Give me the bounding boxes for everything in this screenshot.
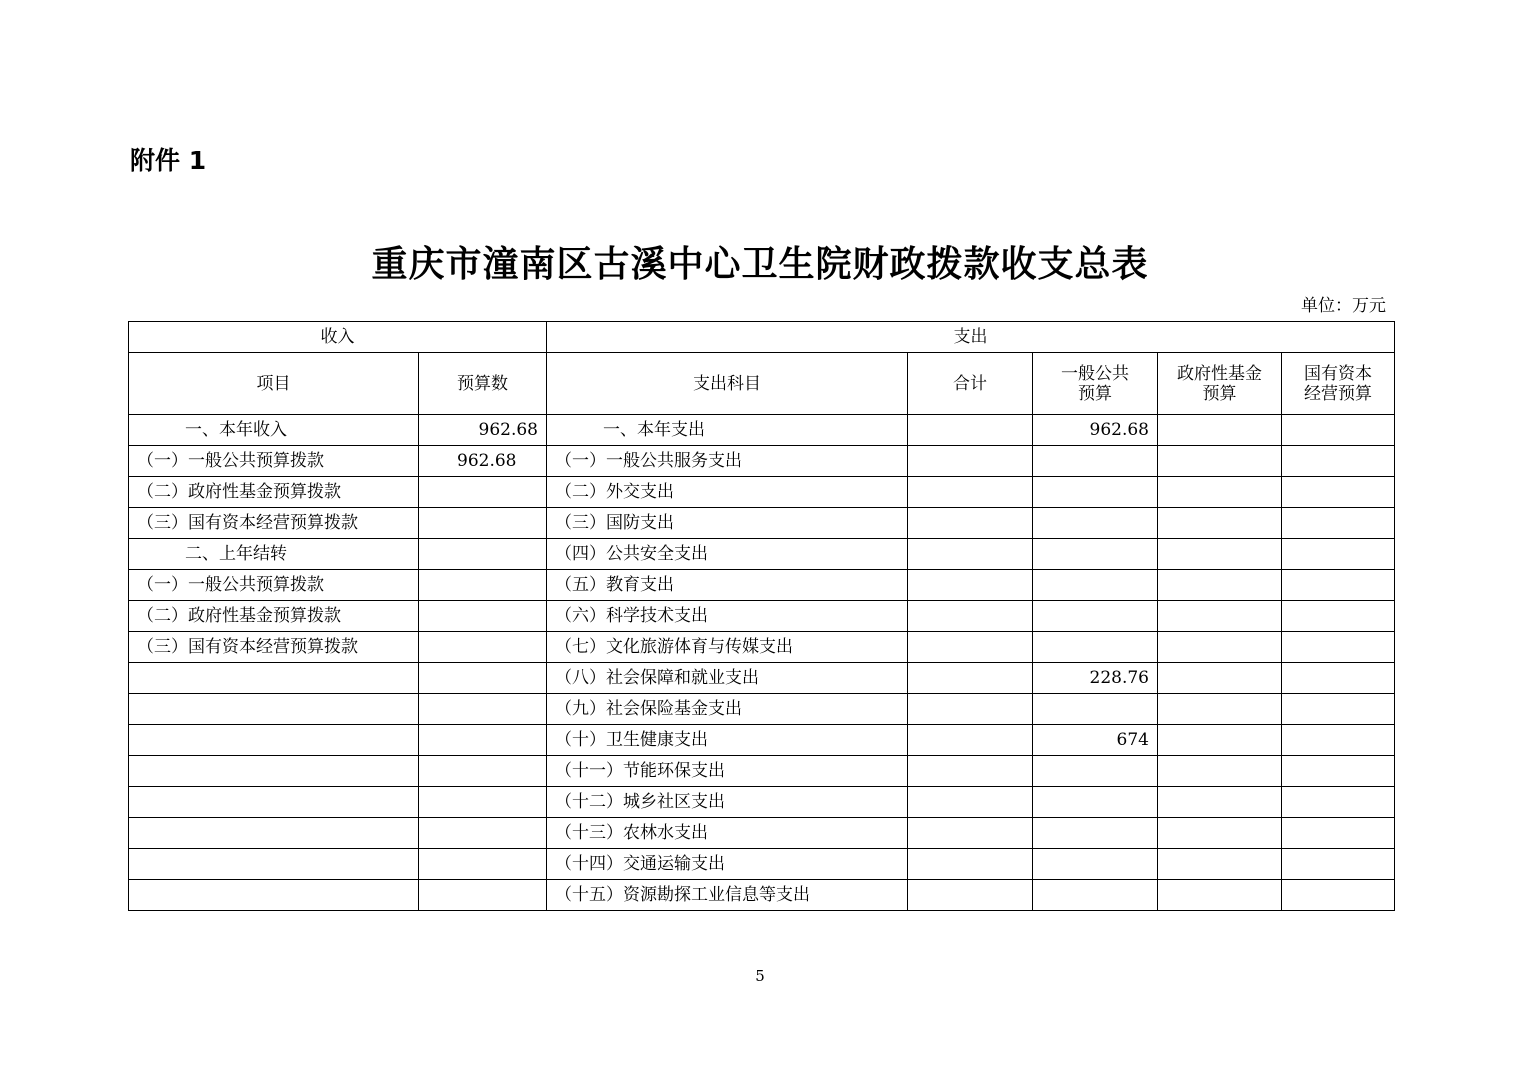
expense-group-header: 支出 — [547, 322, 1395, 353]
expense-item: （十一）节能环保支出 — [547, 756, 908, 787]
general-budget-value — [1033, 787, 1158, 818]
general-budget-value — [1033, 880, 1158, 911]
fund-budget-value — [1158, 787, 1282, 818]
state-budget-value — [1282, 725, 1395, 756]
state-budget-value — [1282, 787, 1395, 818]
general-budget-value: 962.68 — [1033, 415, 1158, 446]
expense-item: （三）国防支出 — [547, 508, 908, 539]
general-budget-value — [1033, 818, 1158, 849]
col-header-fund-line1: 政府性基金 — [1177, 363, 1262, 384]
col-header-state-capital-budget — [1282, 353, 1395, 415]
col-header-expense-subject: 支出科目 — [547, 353, 908, 415]
general-budget-value — [1033, 477, 1158, 508]
income-budget — [419, 477, 547, 508]
income-budget: 962.68 — [419, 415, 547, 446]
income-item: （二）政府性基金预算拨款 — [129, 477, 419, 508]
expense-item: 一、本年支出 — [547, 415, 908, 446]
table-row — [129, 725, 1395, 756]
expense-item: （七）文化旅游体育与传媒支出 — [547, 632, 908, 663]
table-row — [129, 694, 1395, 725]
income-budget — [419, 694, 547, 725]
table-group-header — [129, 322, 1395, 353]
fund-budget-value — [1158, 415, 1282, 446]
attachment-label: 附件 1 — [130, 146, 207, 175]
total-value — [908, 570, 1033, 601]
fund-budget-value — [1158, 756, 1282, 787]
income-budget — [419, 632, 547, 663]
state-budget-value — [1282, 663, 1395, 694]
general-budget-value — [1033, 756, 1158, 787]
fund-budget-value — [1158, 539, 1282, 570]
table-row — [129, 663, 1395, 694]
col-header-general-budget — [1033, 353, 1158, 415]
state-budget-value — [1282, 601, 1395, 632]
total-value — [908, 849, 1033, 880]
fund-budget-value — [1158, 508, 1282, 539]
expense-item: （五）教育支出 — [547, 570, 908, 601]
total-value — [908, 694, 1033, 725]
general-budget-value — [1033, 446, 1158, 477]
expense-item: （八）社会保障和就业支出 — [547, 663, 908, 694]
col-header-item: 项目 — [129, 353, 419, 415]
total-value — [908, 539, 1033, 570]
income-item: （二）政府性基金预算拨款 — [129, 601, 419, 632]
income-item — [129, 694, 419, 725]
fund-budget-value — [1158, 477, 1282, 508]
fund-budget-value — [1158, 694, 1282, 725]
fund-budget-value — [1158, 446, 1282, 477]
fund-budget-value — [1158, 663, 1282, 694]
general-budget-value — [1033, 539, 1158, 570]
table-row — [129, 570, 1395, 601]
state-budget-value — [1282, 446, 1395, 477]
expense-item: （六）科学技术支出 — [547, 601, 908, 632]
col-header-general-line1: 一般公共 — [1061, 363, 1129, 384]
expense-item: （十二）城乡社区支出 — [547, 787, 908, 818]
col-header-state-line2: 经营预算 — [1304, 383, 1373, 404]
budget-summary-table — [128, 321, 1395, 911]
total-value — [908, 477, 1033, 508]
table-row — [129, 508, 1395, 539]
income-budget — [419, 787, 547, 818]
state-budget-value — [1282, 756, 1395, 787]
table-row — [129, 849, 1395, 880]
income-budget — [419, 725, 547, 756]
col-header-state-line1: 国有资本 — [1304, 363, 1373, 384]
expense-item: （十五）资源勘探工业信息等支出 — [547, 880, 908, 911]
income-item — [129, 787, 419, 818]
income-item — [129, 849, 419, 880]
income-item: （三）国有资本经营预算拨款 — [129, 632, 419, 663]
income-item — [129, 818, 419, 849]
fund-budget-value — [1158, 632, 1282, 663]
page-number: 5 — [755, 967, 765, 985]
expense-item: （二）外交支出 — [547, 477, 908, 508]
expense-item: （四）公共安全支出 — [547, 539, 908, 570]
col-header-general-line2: 预算 — [1078, 383, 1112, 404]
income-budget — [419, 570, 547, 601]
table-row — [129, 632, 1395, 663]
fund-budget-value — [1158, 818, 1282, 849]
income-item: （一）一般公共预算拨款 — [129, 446, 419, 477]
table-row — [129, 818, 1395, 849]
income-budget — [419, 849, 547, 880]
expense-item: （十三）农林水支出 — [547, 818, 908, 849]
income-budget — [419, 601, 547, 632]
total-value — [908, 415, 1033, 446]
general-budget-value — [1033, 632, 1158, 663]
total-value — [908, 787, 1033, 818]
fund-budget-value — [1158, 849, 1282, 880]
state-budget-value — [1282, 415, 1395, 446]
state-budget-value — [1282, 508, 1395, 539]
expense-item: （九）社会保险基金支出 — [547, 694, 908, 725]
fund-budget-value — [1158, 601, 1282, 632]
total-value — [908, 725, 1033, 756]
state-budget-value — [1282, 477, 1395, 508]
income-item: （一）一般公共预算拨款 — [129, 570, 419, 601]
income-item — [129, 880, 419, 911]
income-budget — [419, 508, 547, 539]
total-value — [908, 663, 1033, 694]
state-budget-value — [1282, 539, 1395, 570]
col-header-total: 合计 — [908, 353, 1033, 415]
expense-item: （一）一般公共服务支出 — [547, 446, 908, 477]
table-row — [129, 756, 1395, 787]
general-budget-value — [1033, 508, 1158, 539]
total-value — [908, 880, 1033, 911]
total-value — [908, 601, 1033, 632]
expense-item: （十四）交通运输支出 — [547, 849, 908, 880]
col-header-budget: 预算数 — [419, 353, 547, 415]
table-row — [129, 477, 1395, 508]
income-budget — [419, 539, 547, 570]
table-column-header — [129, 353, 1395, 415]
income-item — [129, 725, 419, 756]
general-budget-value: 674 — [1033, 725, 1158, 756]
fund-budget-value — [1158, 880, 1282, 911]
total-value — [908, 632, 1033, 663]
income-group-header: 收入 — [129, 322, 547, 353]
income-item — [129, 663, 419, 694]
income-budget — [419, 756, 547, 787]
page-title: 重庆市潼南区古溪中心卫生院财政拨款收支总表 — [371, 244, 1149, 285]
general-budget-value — [1033, 601, 1158, 632]
general-budget-value — [1033, 694, 1158, 725]
general-budget-value — [1033, 570, 1158, 601]
total-value — [908, 756, 1033, 787]
total-value — [908, 446, 1033, 477]
total-value — [908, 818, 1033, 849]
table-row — [129, 880, 1395, 911]
total-value — [908, 508, 1033, 539]
expense-item: （十）卫生健康支出 — [547, 725, 908, 756]
table-row — [129, 446, 1395, 477]
unit-label: 单位：万元 — [1301, 296, 1386, 316]
income-item: 一、本年收入 — [129, 415, 419, 446]
state-budget-value — [1282, 632, 1395, 663]
income-budget — [419, 663, 547, 694]
state-budget-value — [1282, 849, 1395, 880]
col-header-fund-budget — [1158, 353, 1282, 415]
table-row — [129, 601, 1395, 632]
income-item: （三）国有资本经营预算拨款 — [129, 508, 419, 539]
state-budget-value — [1282, 880, 1395, 911]
income-budget — [419, 880, 547, 911]
income-item — [129, 756, 419, 787]
income-budget: 962.68 — [419, 446, 547, 477]
table-row — [129, 415, 1395, 446]
table-row — [129, 539, 1395, 570]
state-budget-value — [1282, 570, 1395, 601]
fund-budget-value — [1158, 725, 1282, 756]
general-budget-value — [1033, 849, 1158, 880]
state-budget-value — [1282, 818, 1395, 849]
table-row — [129, 787, 1395, 818]
col-header-fund-line2: 预算 — [1202, 383, 1237, 404]
income-item: 二、上年结转 — [129, 539, 419, 570]
general-budget-value: 228.76 — [1033, 663, 1158, 694]
state-budget-value — [1282, 694, 1395, 725]
fund-budget-value — [1158, 570, 1282, 601]
income-budget — [419, 818, 547, 849]
